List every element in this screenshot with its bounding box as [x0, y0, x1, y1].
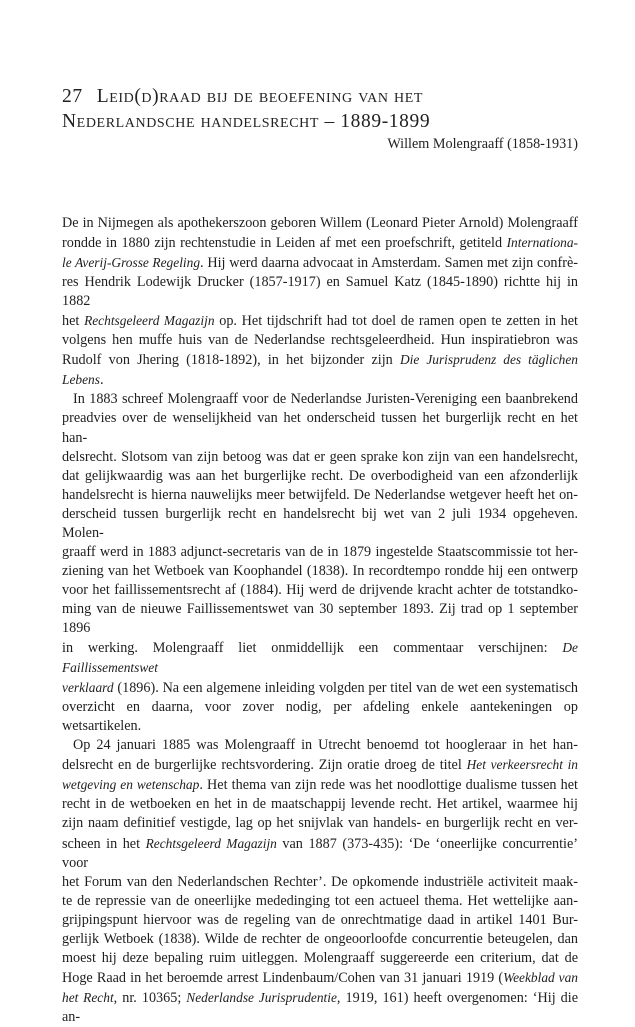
text-run: recht in de wetboeken en het in de maatschappij levende recht. Het artikel, waarmee hij: [62, 796, 578, 813]
text-run: het: [62, 313, 85, 330]
chapter-title: [62, 84, 578, 134]
text-run: Op 24 januari 1885 was Molengraaff in Utrecht benoemd tot hoogleraar in het han-: [73, 737, 578, 754]
text-run: .: [99, 372, 104, 389]
text-run: , 1919, 161) heeft overgenomen: ‘Hij die an-: [62, 989, 578, 1025]
body-text: [62, 214, 578, 1027]
text-line: [62, 736, 578, 755]
text-line: [62, 775, 578, 795]
text-line: [62, 543, 578, 562]
italic-title: De Faillissementswet: [62, 640, 578, 676]
text-line: [62, 638, 578, 678]
text-run: scheen in het: [62, 835, 146, 852]
text-line: [62, 814, 578, 833]
italic-title: Internationa-: [506, 235, 578, 251]
text-line: [62, 795, 578, 814]
text-line: [62, 949, 578, 968]
text-line: [62, 968, 578, 988]
text-run: rondde in 1880 zijn rechtenstudie in Leiden af met een proefschrift, getiteld: [62, 235, 507, 252]
text-run: overzicht en daarna, voor zover nodig, per afdeling enkele aantekeningen op wetsartikelen.: [62, 699, 578, 735]
text-run: dat gelijkwaardig was aan het burgerlijke recht. De overbodigheid van een afzonderlijk: [62, 467, 578, 484]
text-run: ziening van het Wetboek van Koophandel (1838). In recordtempo rondde hij een ontwerp: [62, 562, 578, 579]
chapter-title-line-2: Nederlandsche handelsrecht – 1889-1899: [62, 111, 431, 132]
text-run: gerlijk Wetboek (1838). Wilde de rechter de ongeoorloofde concurrentie beteugelen, dan: [62, 930, 578, 947]
text-line: [62, 214, 578, 233]
chapter-number: 27: [62, 86, 83, 107]
chapter-title-line-1: Leid(d)raad bij de beoefening van het: [96, 86, 424, 107]
italic-title: Nederlandse Jurisprudentie: [186, 989, 337, 1005]
text-line: [62, 253, 578, 273]
text-run: , nr. 10365;: [113, 989, 187, 1006]
text-line: [62, 562, 578, 581]
text-run: handelsrecht is hierna nauwelijks meer betwijfeld. De Nederlandse wetgever heeft het on-: [62, 486, 578, 503]
paragraph: [62, 736, 578, 1027]
text-run: Hoge Raad in het beroemde arrest Lindenbaum/Cohen van 31 januari 1919 (: [62, 969, 504, 986]
text-run: derscheid tussen burgerlijk recht en handelsrecht bij wet van 2 juli 1934 opgeheven. Molen-: [62, 505, 578, 541]
text-line: [62, 911, 578, 930]
text-line: [62, 486, 578, 505]
italic-title: Weekblad van: [503, 969, 578, 985]
text-line: [62, 311, 578, 331]
text-line: [62, 448, 578, 467]
text-line: [62, 467, 578, 486]
text-line: [62, 505, 578, 543]
text-line: [62, 581, 578, 600]
text-run: . Het thema van zijn rede was het noodlottige dualisme tussen het: [199, 777, 578, 794]
text-line: [62, 331, 578, 350]
text-run: het Forum van den Nederlandschen Rechter’. De opkomende industriële activiteit maak-: [62, 873, 578, 890]
italic-title: Rechtsgeleerd Magazijn: [84, 313, 215, 329]
text-line: [62, 892, 578, 911]
text-run: grijpingspunt hiervoor was de regeling van de onrechtmatige daad in artikel 1401 Bur-: [62, 911, 578, 928]
text-run: De in Nijmegen als apothekerszoon geboren Willem (Leonard Pieter Arnold) Molengraaff: [62, 215, 578, 231]
paragraph: [62, 390, 578, 736]
text-run: delsrecht en de burgerlijke rechtsvordering. Zijn oratie droeg de titel: [62, 757, 467, 774]
text-line: [62, 233, 578, 253]
text-line: [62, 678, 578, 698]
text-run: volgens hen muffe huis van de Nederlandse rechtsgeleerdheid. Hun inspiratiebron was: [62, 332, 578, 349]
text-line: [62, 873, 578, 892]
text-run: (1896). Na een algemene inleiding volgden per titel van de wet een systematisch: [113, 680, 578, 697]
italic-title: Rechtsgeleerd Magazijn: [145, 835, 277, 851]
chapter-author: Willem Molengraaff (1858-1931): [387, 136, 578, 152]
text-line: [62, 273, 578, 311]
text-run: te de repressie van de oneerlijke mededinging tot een actueel thema. Het wettelijke aan-: [62, 892, 578, 909]
text-line: [62, 834, 578, 873]
text-line: [62, 409, 578, 447]
text-run: res Hendrik Lodewijk Drucker (1857-1917) en Samuel Katz (1845-1890) richtte hij in 1882: [62, 274, 578, 310]
italic-title: le Averij-Grosse Regeling: [62, 255, 201, 271]
text-run: In 1883 schreef Molengraaff voor de Nederlandse Juristen-Vereniging een baanbrekend: [73, 391, 578, 408]
text-run: moest hij deze bepaling ruim uitleggen. Molengraaff suggereerde een criterium, dat de: [62, 949, 578, 966]
text-run: Rudolf von Jhering (1818-1892), in het bijzonder zijn: [62, 352, 400, 369]
text-line: [62, 600, 578, 638]
text-line: [62, 698, 578, 736]
text-line: [62, 350, 578, 390]
italic-title: verklaard: [62, 680, 114, 696]
italic-title: het Recht: [62, 989, 114, 1005]
text-run: graaff werd in 1883 adjunct-secretaris van de in 1879 ingestelde Staatscommissie tot her-: [62, 543, 578, 560]
text-run: van 1887 (373-435): ‘De ‘oneerlijke concurrentie’ voor: [62, 835, 578, 871]
chapter-heading: [62, 84, 578, 153]
text-run: voor het faillissementsrecht af (1884). Hij werd de drijvende kracht achter de totstandko-: [62, 581, 578, 598]
text-line: [62, 988, 578, 1027]
text-run: zijn naam definitief vestigde, lag op het snijvlak van handels- en burgerlijk recht en ver-: [62, 815, 578, 832]
italic-title: Die Jurisprudenz des täglichen Lebens: [62, 352, 578, 388]
text-line: [62, 755, 578, 775]
text-run: delsrecht. Slotsom van zijn betoog was dat er geen sprake kon zijn van een handelsrecht,: [62, 448, 578, 465]
text-run: preadvies over de wenselijkheid van het onderscheid tussen het burgerlijk recht en het han-: [62, 410, 578, 446]
text-line: [62, 390, 578, 409]
text-run: op. Het tijdschrift had tot doel de ramen open te zetten in het: [214, 313, 578, 330]
italic-title: wetgeving en wetenschap: [62, 777, 200, 793]
text-run: ming van de nieuwe Faillissementswet van 30 september 1893. Zij trad op 1 september 1896: [62, 600, 578, 636]
text-run: . Hij werd daarna advocaat in Amsterdam. Samen met zijn confrè-: [200, 255, 578, 272]
text-line: [62, 930, 578, 949]
text-run: in werking. Molengraaff liet onmiddellijk een commentaar verschijnen:: [62, 640, 563, 657]
paragraph: [62, 214, 578, 390]
italic-title: Het verkeersrecht in: [466, 757, 578, 773]
